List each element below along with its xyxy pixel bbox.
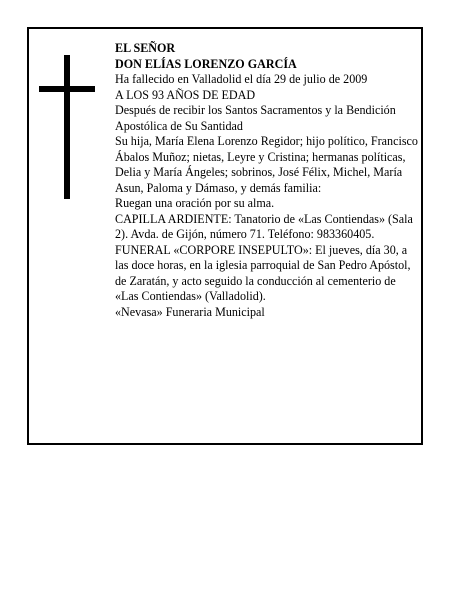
sacraments-statement: Después de recibir los Santos Sacramentos y la Bendición Apostólica de Su Santidad bbox=[115, 103, 396, 133]
funeral-info: FUNERAL «CORPORE INSEPULTO»: El jueves, día 30, a las doce horas, en la iglesia parroquial de San Pedro Apóstol, de Zaratán, y acto seguido la conducción al cementerio de «Las Contiendas» (Valladolid). bbox=[115, 242, 411, 303]
cross-vertical-bar bbox=[64, 55, 70, 199]
prayer-request: Ruegan una oración por su alma. bbox=[115, 196, 275, 210]
cross-horizontal-bar bbox=[39, 86, 95, 92]
obituary-notice bbox=[27, 27, 423, 445]
death-statement: Ha fallecido en Valladolid el día 29 de julio de 2009 bbox=[115, 72, 368, 86]
family-list: Su hija, María Elena Lorenzo Regidor; hijo político, Francisco Ábalos Muñoz; nietas, Leyre y Cristina; hermanas políticas, Delia y María Ángeles; sobrinos, José Félix, Michel, María Asun, Paloma y Dámaso, y demás familia: bbox=[115, 134, 418, 195]
chapel-info: CAPILLA ARDIENTE: Tanatorio de «Las Contiendas» (Sala 2). Avda. de Gijón, número 71. Teléfono: 983360405. bbox=[115, 211, 413, 241]
age-statement: A LOS 93 AÑOS DE EDAD bbox=[115, 87, 256, 102]
notice-title: EL SEÑOR bbox=[115, 41, 176, 55]
deceased-name: DON ELÍAS LORENZO GARCÍA bbox=[115, 56, 297, 71]
funeral-home: «Nevasa» Funeraria Municipal bbox=[115, 304, 265, 319]
cross-icon bbox=[39, 55, 95, 199]
notice-text bbox=[115, 41, 419, 320]
